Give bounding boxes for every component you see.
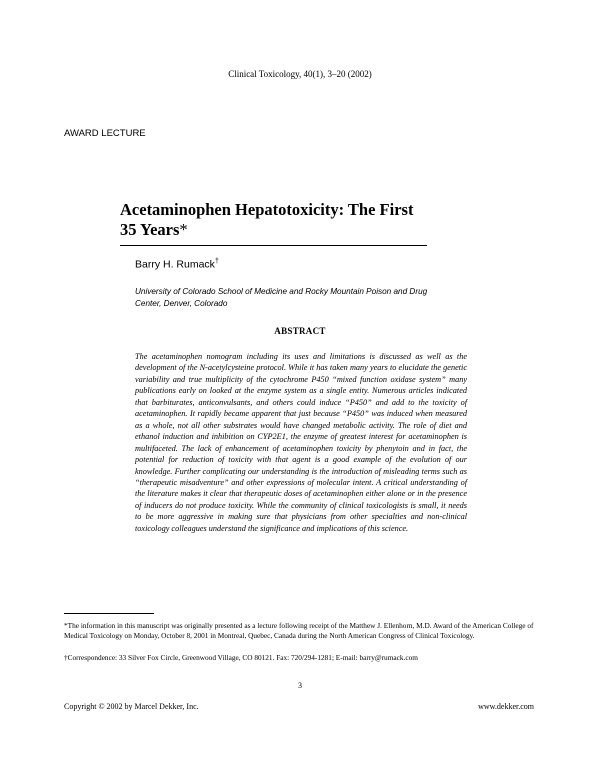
author-name: Barry H. Rumack bbox=[135, 258, 215, 271]
abstract-body: The acetaminophen nomogram including its uses and limitations is discussed as well as the development of the N-acetylcysteine protocol. While it has taken many years to elucidate the genetic variability and true multiplicity of the cytochrome P450 “mixed function oxidase system” many publications early on looked at the enzyme system as a single entity. Numerous articles indicated that barbiturates, anticonvulsants, and others could induce “P450” and add to the toxicity of acetaminophen. It rapidly became apparent that just because “P450” was induced when measured as a whole, not all other substrates would have changed metabolic activity. The role of diet and ethanol induction and inhibition on CYP2E1, the enzyme of greatest interest for acetaminophen is multifaceted. The lack of enhancement of acetaminophen toxicity by phenytoin and in fact, the potential for reduction of toxicity with that agent is a good example of the evolution of our knowledge. Further complicating our understanding is the introduction of misleading terms such as “therapeutic misadventure” and other expressions of molecular intent. A critical understanding of the literature makes it clear that therapeutic doses of acetaminophen either alone or in the presence of inducers do not produce toxicity. While the community of clinical toxicologists is small, it needs to be more aggressive in making sure that physicians from other specialties and non-clinical toxicology colleagues understand the significance and implications of this science. bbox=[135, 352, 467, 533]
footnote-award: *The information in this manuscript was originally presented as a lecture following receipt of the Matthew J. Ellenhorn, M.D. Award of the American College of Medical Toxicology on Monday, October 8, 2001 in Montreal, Quebec, Canada during the North American Congress of Clinical Toxicology. bbox=[64, 621, 534, 640]
section-label: AWARD LECTURE bbox=[64, 128, 146, 139]
article-title bbox=[120, 200, 450, 240]
author-footnote-marker: † bbox=[214, 258, 219, 265]
journal-citation: Clinical Toxicology, 40(1), 3–20 (2002) bbox=[228, 69, 372, 79]
abstract-heading: ABSTRACT bbox=[274, 326, 326, 336]
page-number: 3 bbox=[298, 681, 302, 690]
title-line-1: Acetaminophen Hepatotoxicity: The First bbox=[120, 200, 414, 219]
author-byline bbox=[135, 258, 219, 271]
footnote-divider bbox=[64, 613, 154, 614]
title-divider bbox=[120, 245, 427, 246]
copyright-notice: Copyright © 2002 by Marcel Dekker, Inc. bbox=[64, 702, 199, 711]
author-affiliation: University of Colorado School of Medicine and Rocky Mountain Poison and Drug Center, Denver, Colorado bbox=[135, 287, 428, 308]
title-line-2: 35 Years bbox=[120, 220, 180, 239]
publisher-website: www.dekker.com bbox=[478, 702, 534, 711]
title-footnote-marker: * bbox=[179, 220, 188, 239]
footnote-correspondence: †Correspondence: 33 Silver Fox Circle, Greenwood Village, CO 80121. Fax: 720/294-1281; E-mail: barry@rumack.com bbox=[64, 653, 418, 662]
